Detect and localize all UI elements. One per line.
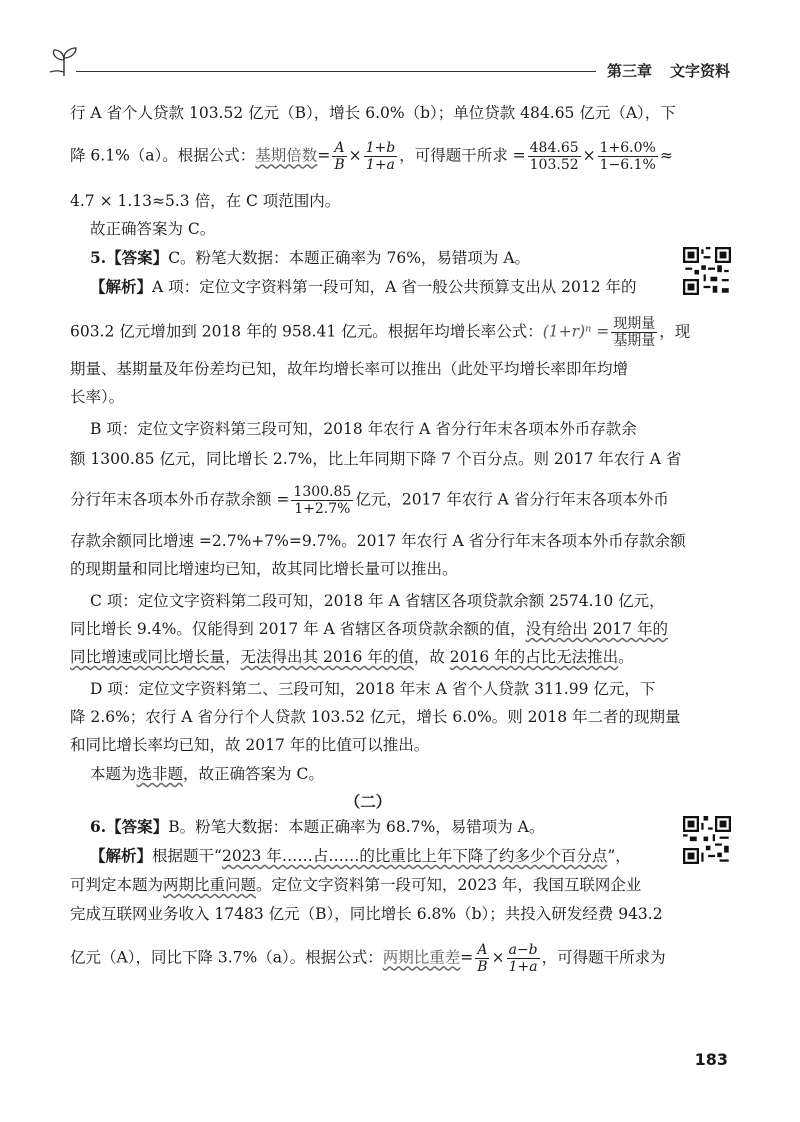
header-rule	[76, 71, 596, 72]
qr-code-icon[interactable]	[683, 816, 731, 864]
text-line: 分行年末各项本外币存款余额 = $\frac{1300.85}{1+2.7\%}$ 亿元，2017 年农行 A 省分行年末各项本外币	[70, 484, 669, 518]
answer-line: 6.【答案】B。粉笔大数据：本题正确率为 68.7%，易错项为 A。	[90, 817, 545, 836]
page-number: 183	[694, 1050, 728, 1069]
text-line: 期量、基期量及年份差均已知，故年均增长率可以推出（此处平均增长率即年均增	[70, 360, 629, 378]
section-heading: （二）	[344, 792, 392, 811]
formula-fraction: $\frac{A}{B}$	[334, 140, 345, 174]
chapter-number: 第三章	[606, 62, 652, 80]
text-line: 同比增速或同比增长量，无法得出其 2016 年的值，故 2016 年的占比无法推出。	[70, 648, 634, 666]
text-line: C 项：定位文字资料第二段可知，2018 年 A 省辖区各项贷款余额 2574.10 亿元，	[90, 592, 665, 610]
text-line: 额 1300.85 亿元，同比增长 2.7%，比上年同期下降 7 个百分点。则 2017 年农行 A 省	[70, 450, 682, 468]
qr-code-icon[interactable]	[683, 247, 731, 295]
analysis-line: 【解析】根据题干“2023 年……占……的比重比上年下降了约多少个百分点”，	[90, 846, 631, 865]
text-line: 完成互联网业务收入 17483 亿元（B），同比增长 6.8%（b）；共投入研发经费 943.2	[70, 905, 663, 923]
text-line: 603.2 亿元增加到 2018 年的 958.41 亿元。根据年均增长率公式：(1+r)ⁿ = $\frac{\text{现期量}}{\text{基期量}}$ ，现	[70, 316, 691, 350]
formula-fraction: $\frac{A}{B}$	[477, 942, 488, 976]
formula-fraction: $\frac{1300.85}{1+2.7\%}$	[293, 484, 352, 518]
text-line: 降 2.6%；农行 A 省分行个人贷款 103.52 亿元，增长 6.0%。则 2018 年二者的现期量	[70, 708, 681, 726]
chapter-heading	[607, 60, 730, 81]
text-line: 和同比增长率均已知，故 2017 年的比值可以推出。	[70, 736, 430, 754]
text-line: 同比增长 9.4%。仅能得到 2017 年 A 省辖区各项贷款余额的值，没有给出 2017 年的	[70, 620, 668, 638]
formula-fraction: $\frac{1+6.0\%}{1-6.1\%}$	[599, 140, 656, 174]
formula-fraction: $\frac{1+b}{1+a}$	[365, 140, 396, 174]
sprout-logo-icon	[46, 44, 82, 78]
text-line: 故正确答案为 C。	[90, 220, 216, 238]
text-line: 行 A 省个人贷款 103.52 亿元（B），增长 6.0%（b）；单位贷款 484.65 亿元（A），下	[70, 104, 676, 122]
formula-fraction: $\frac{484.65}{103.52}$	[529, 140, 579, 174]
analysis-line: 【解析】A 项：定位文字资料第一段可知，A 省一般公共预算支出从 2012 年的	[90, 277, 637, 296]
text-line: 本题为选非题，故正确答案为 C。	[90, 765, 324, 783]
formula-fraction: $\frac{a-b}{1+a}$	[508, 942, 538, 976]
text-line: 的现期量和同比增速均已知，故其同比增长量可以推出。	[70, 560, 458, 578]
text-line: D 项：定位文字资料第二、三段可知，2018 年末 A 省个人贷款 311.99 亿元，下	[90, 680, 656, 698]
text-line: 可判定本题为两期比重问题。定位文字资料第一段可知，2023 年，我国互联网企业	[70, 876, 642, 894]
formula-fraction: $\frac{\text{现期量}}{\text{基期量}}$	[613, 316, 656, 350]
answer-line: 5.【答案】C。粉笔大数据：本题正确率为 76%，易错项为 A。	[90, 248, 531, 267]
text-line: 存款余额同比增速 =2.7%+7%=9.7%。2017 年农行 A 省分行年末各项本外币存款余额	[70, 532, 686, 550]
text-line: 降 6.1%（a）。根据公式：基期倍数= $\frac{A}{B}$ × $\frac{1+b}{1+a}$ ，可得题干所求 = $\frac{484.65}{103.52}$ × $\frac{1+6.0\%}{1-6.1\%}$ ≈	[70, 140, 673, 174]
text-line: 4.7 × 1.13≈5.3 倍，在 C 项范围内。	[70, 192, 341, 210]
text-line: 亿元（A），同比下降 3.7%（a）。根据公式：两期比重差= $\frac{A}{B}$ × $\frac{a-b}{1+a}$ ，可得题干所求为	[70, 942, 666, 976]
text-line: B 项：定位文字资料第三段可知，2018 年农行 A 省分行年末各项本外币存款余	[90, 420, 637, 438]
chapter-title: 文字资料	[669, 62, 730, 80]
text-line: 长率）。	[70, 388, 125, 406]
